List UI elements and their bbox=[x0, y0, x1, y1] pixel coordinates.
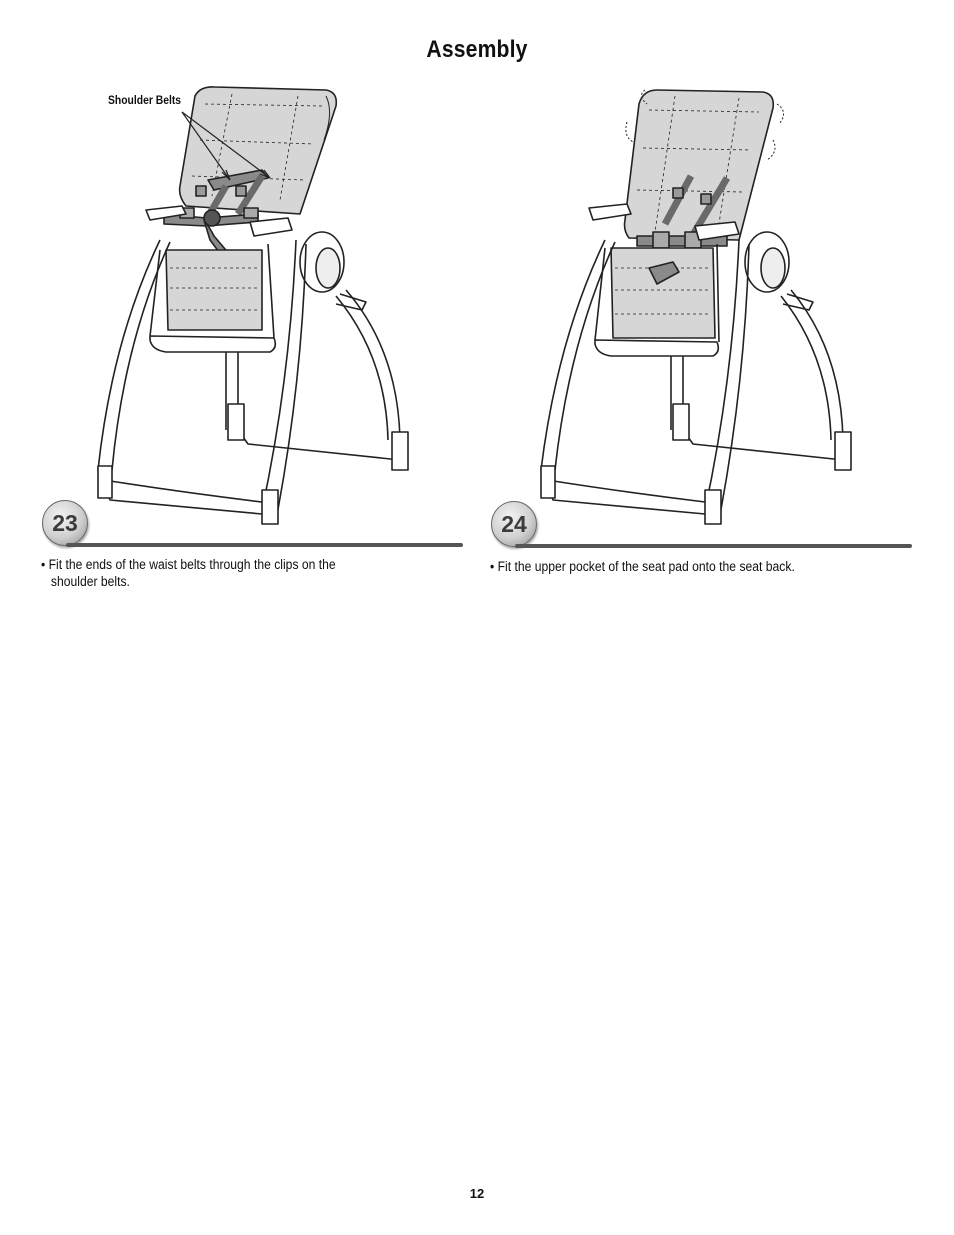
high-chair-illustration-belts bbox=[0, 0, 477, 540]
instruction-line: shoulder belts. bbox=[50, 574, 130, 589]
shoulder-belts-callout-label: Shoulder Belts bbox=[108, 95, 182, 107]
step-23 bbox=[0, 0, 477, 600]
step-divider-rule bbox=[66, 543, 463, 547]
step-instruction bbox=[490, 558, 795, 575]
step-number-badge: 23 bbox=[42, 500, 88, 546]
step-24 bbox=[477, 0, 954, 600]
step-instruction bbox=[41, 556, 336, 590]
high-chair-illustration-seat-pad bbox=[477, 0, 954, 540]
instruction-line: • Fit the ends of the waist belts through the clips on the bbox=[41, 557, 336, 572]
page-title: Assembly bbox=[426, 36, 528, 63]
step-number-badge: 24 bbox=[491, 501, 537, 547]
step-divider-rule bbox=[515, 544, 912, 548]
page-number: 12 bbox=[469, 1186, 485, 1201]
instruction-line: • Fit the upper pocket of the seat pad onto the seat back. bbox=[490, 559, 795, 574]
